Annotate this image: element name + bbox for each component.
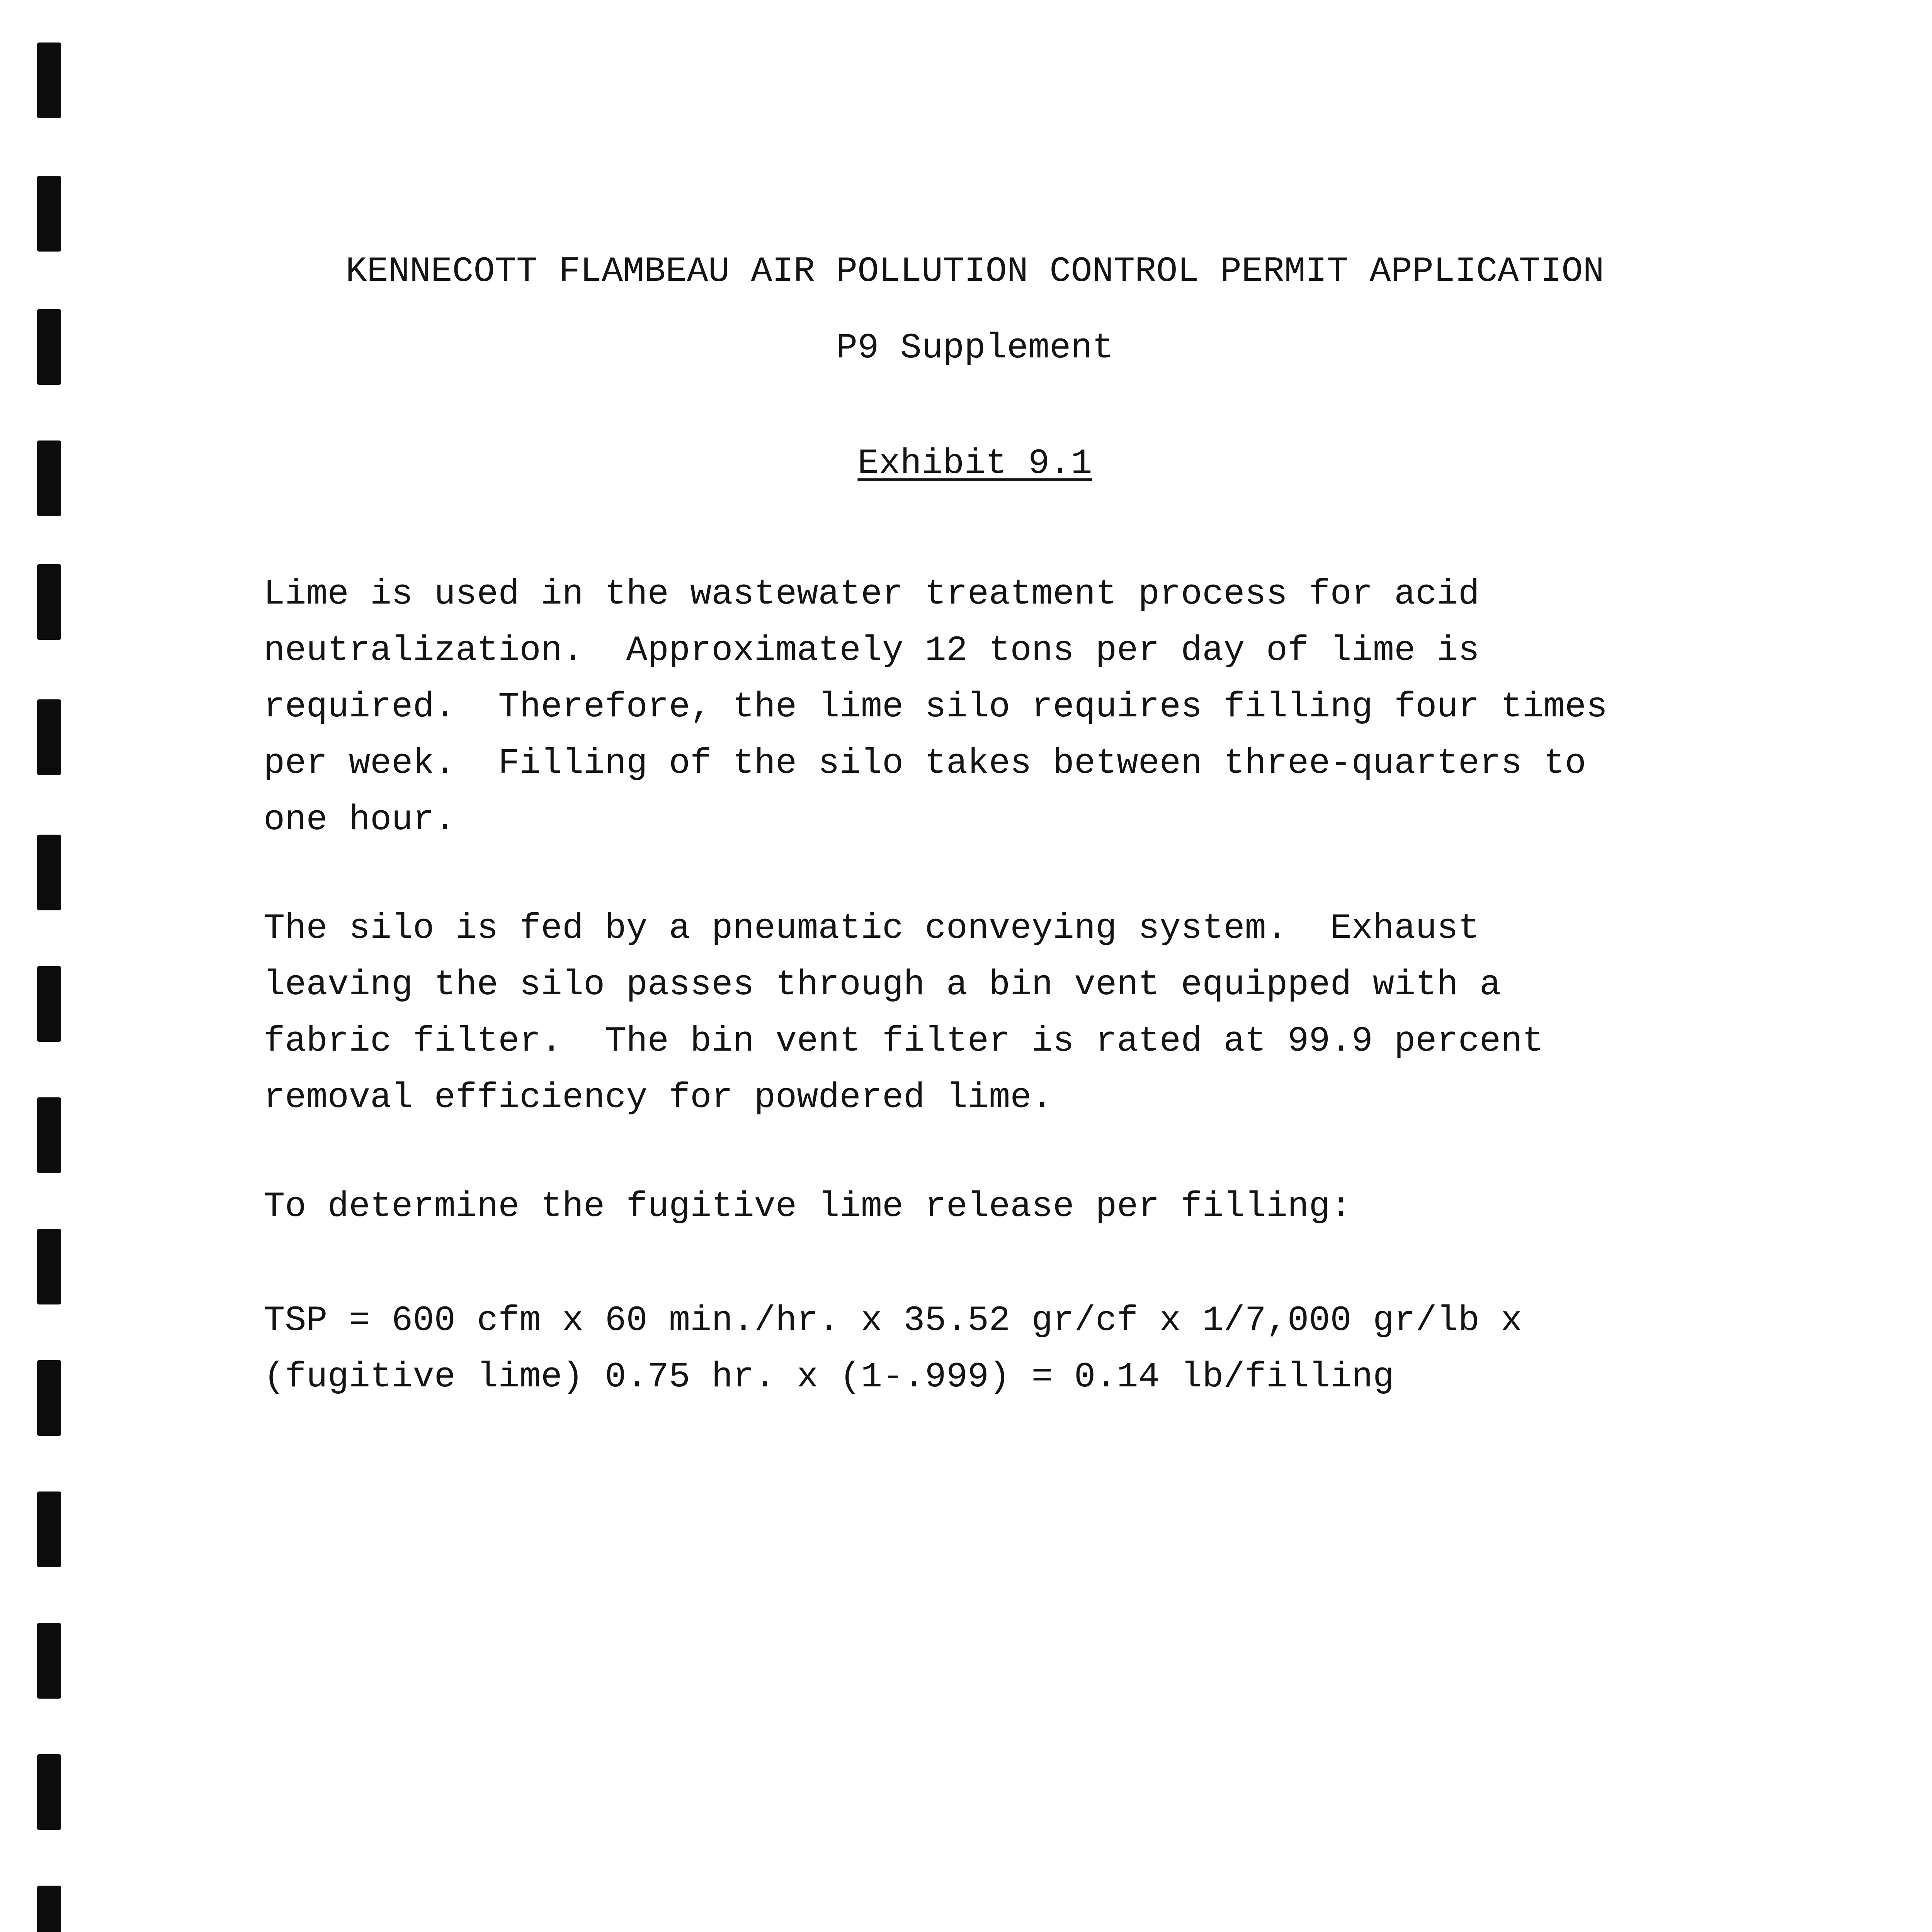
text-line: required. Therefore, the lime silo requires filling four times xyxy=(264,687,1608,727)
equation-line: (fugitive lime) 0.75 hr. x (1-.999) = 0.14 lb/filling xyxy=(264,1357,1395,1397)
equation-line: TSP = 600 cfm x 60 min./hr. x 35.52 gr/cf x 1/7,000 gr/lb x xyxy=(264,1300,1522,1341)
paragraph-lime-usage xyxy=(264,566,1886,848)
binder-hole xyxy=(37,1097,61,1173)
binder-hole xyxy=(37,564,61,640)
tsp-equation xyxy=(264,1293,1886,1405)
binder-hole xyxy=(37,1623,61,1699)
binder-hole xyxy=(37,699,61,775)
document-title: KENNECOTT FLAMBEAU AIR POLLUTION CONTROL PERMIT APPLICATION xyxy=(345,251,1604,292)
text-line: Lime is used in the wastewater treatment process for acid xyxy=(264,574,1480,614)
binder-hole xyxy=(37,835,61,910)
binder-hole xyxy=(37,1754,61,1830)
document-subtitle: P9 Supplement xyxy=(836,328,1114,368)
binder-hole xyxy=(37,1492,61,1567)
binder-hole xyxy=(37,176,61,252)
binder-hole xyxy=(37,1360,61,1436)
text-line: leaving the silo passes through a bin vent equipped with a xyxy=(264,964,1501,1005)
text-line: To determine the fugitive lime release per filling: xyxy=(264,1186,1352,1227)
text-line: fabric filter. The bin vent filter is rated at 99.9 percent xyxy=(264,1021,1544,1061)
paragraph-silo-feed xyxy=(264,900,1886,1126)
binder-hole xyxy=(37,1229,61,1304)
text-line: neutralization. Approximately 12 tons per day of lime is xyxy=(264,630,1480,671)
text-line: removal efficiency for powdered lime. xyxy=(264,1077,1053,1118)
binder-hole xyxy=(37,966,61,1042)
text-line: per week. Filling of the silo takes between three-quarters to xyxy=(264,743,1586,784)
text-line: The silo is fed by a pneumatic conveying system. Exhaust xyxy=(264,908,1480,949)
binder-hole xyxy=(37,43,61,118)
exhibit-heading: Exhibit 9.1 xyxy=(857,443,1092,484)
paragraph-determination xyxy=(264,1179,1886,1235)
binder-hole xyxy=(37,1886,61,1932)
text-line: one hour. xyxy=(264,799,456,840)
